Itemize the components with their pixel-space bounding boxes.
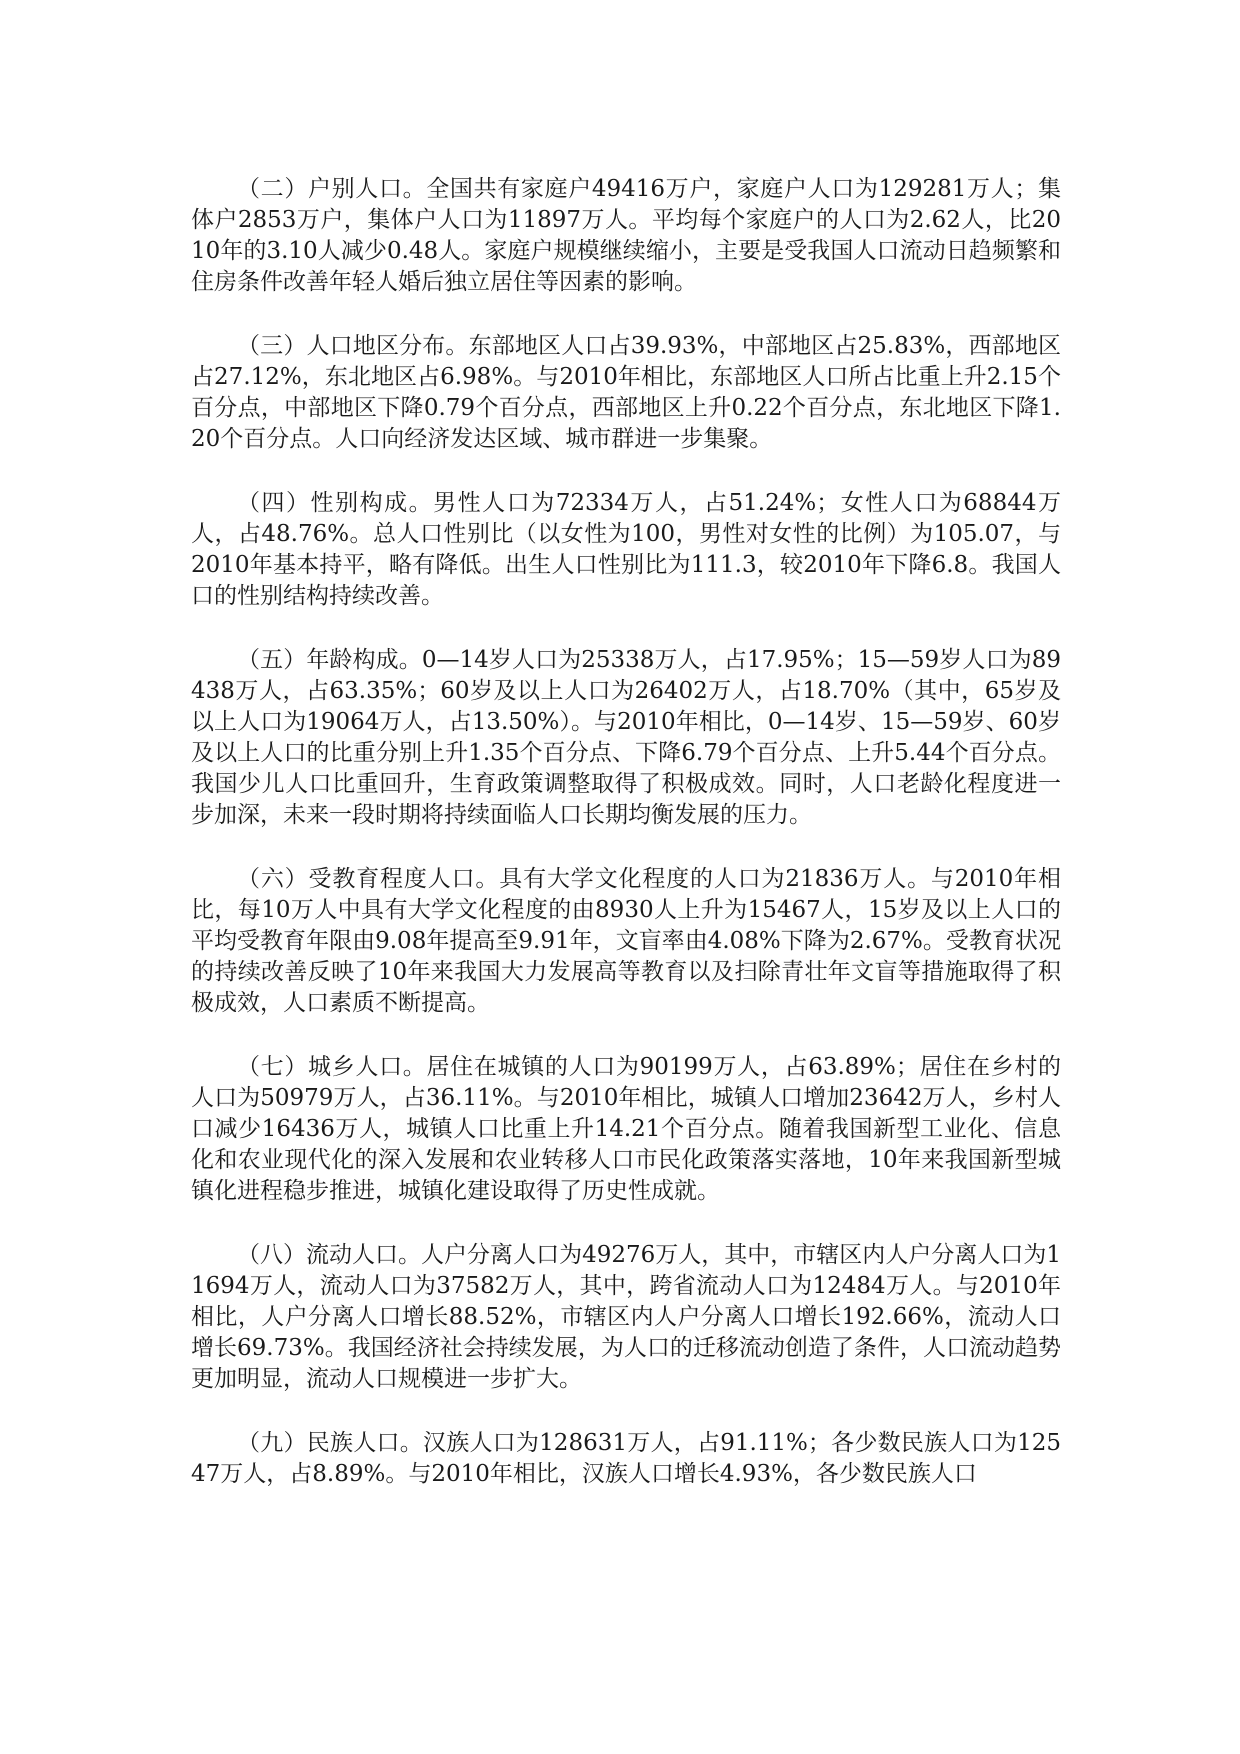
paragraph-age-composition: （五）年龄构成。0—14岁人口为25338万人，占17.95%；15—59岁人口为89438万人，占63.35%；60岁及以上人口为26402万人，占18.70%（其中，65岁及以上人口为19064万人，占13.50%）。与2010年相比，0—14岁、15—59岁、60岁及以上人口的比重分别上升1.35个百分点、下降6.79个百分点、上升5.44个百分点。我国少儿人口比重回升，生育政策调整取得了积极成效。同时，人口老龄化程度进一步加深，未来一段时期将持续面临人口长期均衡发展的压力。 [191, 647, 1061, 828]
paragraph-regional-distribution: （三）人口地区分布。东部地区人口占39.93%，中部地区占25.83%，西部地区占27.12%，东北地区占6.98%。与2010年相比，东部地区人口所占比重上升2.15个百分点，中部地区下降0.79个百分点，西部地区上升0.22个百分点，东北地区下降1.20个百分点。人口向经济发达区域、城市群进一步集聚。 [191, 333, 1061, 452]
paragraph-education-level: （六）受教育程度人口。具有大学文化程度的人口为21836万人。与2010年相比，每10万人中具有大学文化程度的由8930人上升为15467人，15岁及以上人口的平均受教育年限由9.08年提高至9.91年，文盲率由4.08%下降为2.67%。受教育状况的持续改善反映了10年来我国大力发展高等教育以及扫除青壮年文盲等措施取得了积极成效，人口素质不断提高。 [191, 866, 1061, 1016]
paragraph-ethnic-population: （九）民族人口。汉族人口为128631万人，占91.11%；各少数民族人口为12547万人，占8.89%。与2010年相比，汉族人口增长4.93%，各少数民族人口 [191, 1430, 1061, 1487]
paragraph-floating-population: （八）流动人口。人户分离人口为49276万人，其中，市辖区内人户分离人口为11694万人，流动人口为37582万人，其中，跨省流动人口为12484万人。与2010年相比，人户分离人口增长88.52%，市辖区内人户分离人口增长192.66%，流动人口增长69.73%。我国经济社会持续发展，为人口的迁移流动创造了条件，人口流动趋势更加明显，流动人口规模进一步扩大。 [191, 1242, 1061, 1392]
paragraph-urban-rural: （七）城乡人口。居住在城镇的人口为90199万人，占63.89%；居住在乡村的人口为50979万人，占36.11%。与2010年相比，城镇人口增加23642万人，乡村人口减少16436万人，城镇人口比重上升14.21个百分点。随着我国新型工业化、信息化和农业现代化的深入发展和农业转移人口市民化政策落实落地，10年来我国新型城镇化进程稳步推进，城镇化建设取得了历史性成就。 [191, 1054, 1061, 1204]
paragraph-household-population: （二）户别人口。全国共有家庭户49416万户，家庭户人口为129281万人；集体户2853万户，集体户人口为11897万人。平均每个家庭户的人口为2.62人，比2010年的3.10人减少0.48人。家庭户规模继续缩小，主要是受我国人口流动日趋频繁和住房条件改善年轻人婚后独立居住等因素的影响。 [191, 176, 1061, 295]
document-body [191, 174, 1061, 1523]
paragraph-gender-composition: （四）性别构成。男性人口为72334万人，占51.24%；女性人口为68844万人，占48.76%。总人口性别比（以女性为100，男性对女性的比例）为105.07，与2010年基本持平，略有降低。出生人口性别比为111.3，较2010年下降6.8。我国人口的性别结构持续改善。 [191, 490, 1061, 609]
